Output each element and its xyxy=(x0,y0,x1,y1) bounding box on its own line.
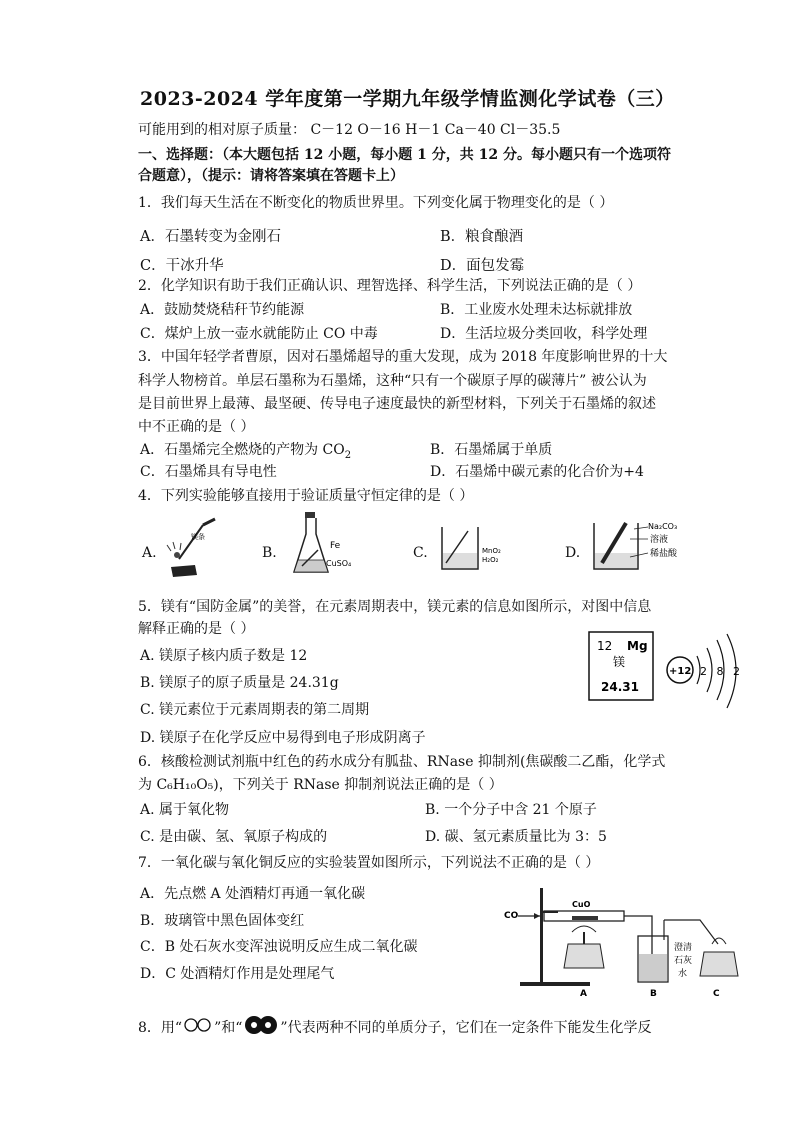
q3-stem-line3: 是目前世界上最薄、最坚硬、传导电子速度最快的新型材料，下列关于石墨烯的叙述 xyxy=(138,396,656,412)
q3-option-a-subscript: 2 xyxy=(344,449,352,461)
label-limewater-2: 石灰 xyxy=(674,956,693,966)
q3-stem-line2: 科学人物榜首。单层石墨称为石墨烯，这种“只有一个碳原子厚的碳薄片” 被公认为 xyxy=(138,373,647,389)
label-a: A xyxy=(580,989,587,999)
section-heading: 一、选择题：（本大题包括 12 小题，每小题 1 分，共 12 分。每小题只有一个选项符 xyxy=(138,147,671,163)
label-c: C xyxy=(713,989,720,999)
q4-figure-a-label: 镁条 xyxy=(191,533,205,541)
label-b: B xyxy=(650,989,657,999)
q7-option-d[interactable]: D．C 处酒精灯作用是处理尾气 xyxy=(140,966,335,982)
q7-option-c[interactable]: C．B 处石灰水变浑浊说明反应生成二氧化碳 xyxy=(140,939,418,955)
q5-option-c[interactable]: C. 镁元素位于元素周期表的第二周期 xyxy=(140,702,370,718)
q8-stem xyxy=(138,1015,652,1041)
q4-figure-d-label-acid: 稀盐酸 xyxy=(650,549,678,559)
q4-figure-c-label-mno2: MnO₂ xyxy=(482,547,501,555)
q6-stem-line2: 为 C₆H₁₀O₅)，下列关于 RNase 抑制剂说法正确的是（ ） xyxy=(138,777,503,793)
q1-option-a[interactable]: A．石墨转变为金刚石 xyxy=(140,229,281,245)
label-cuo: CuO xyxy=(572,900,591,909)
q5-stem-line2: 解释正确的是（ ） xyxy=(138,621,255,637)
q6-option-c[interactable]: C. 是由碳、氢、氧原子构成的 xyxy=(140,829,328,845)
q6-stem-line1: 6．核酸检测试剂瓶中红色的药水成分有胍盐、RNase 抑制剂(焦碳酸二乙酯，化学式 xyxy=(138,754,666,770)
q4-figure-b xyxy=(290,510,360,580)
q3-option-d[interactable]: D．石墨烯中碳元素的化合价为+4 xyxy=(430,464,644,480)
q5-option-a[interactable]: A. 镁原子核内质子数是 12 xyxy=(140,648,308,664)
q4-figure-c-label-h2o2: H₂O₂ xyxy=(482,556,499,564)
q1-option-b[interactable]: B．粮食酿酒 xyxy=(440,229,524,245)
q4-option-d-label[interactable]: D. xyxy=(565,545,581,561)
q4-option-b-label[interactable]: B. xyxy=(262,545,277,561)
q2-option-a[interactable]: A．鼓励焚烧秸秆节约能源 xyxy=(140,302,305,318)
q4-figure-b-label-fe: Fe xyxy=(330,541,341,551)
atomic-masses: 可能用到的相对原子质量： C－12 O－16 H－1 Ca－40 Cl－35.5 xyxy=(138,122,561,138)
card-element-name: 镁 xyxy=(613,655,626,669)
q2-option-c[interactable]: C．煤炉上放一壶水就能防止 CO 中毒 xyxy=(140,326,378,342)
q1-option-d[interactable]: D．面包发霉 xyxy=(440,258,525,274)
q6-option-b[interactable]: B. 一个分子中含 21 个原子 xyxy=(425,802,597,818)
card-atomic-number: 12 xyxy=(597,639,613,653)
q4-figure-c xyxy=(438,525,508,575)
q5-option-d[interactable]: D. 镁原子在化学反应中易得到电子形成阴离子 xyxy=(140,730,426,746)
q5-magnesium-figure xyxy=(585,628,760,718)
hollow-molecule-icon xyxy=(184,1018,212,1038)
q7-option-a[interactable]: A．先点燃 A 处酒精灯再通一氧化碳 xyxy=(140,886,366,902)
q1-option-c[interactable]: C．干冰升华 xyxy=(140,258,224,274)
q5-option-b[interactable]: B. 镁原子的原子质量是 24.31g xyxy=(140,675,339,691)
q3-option-a-text: A．石墨烯完全燃烧的产物为 CO xyxy=(140,442,345,458)
q3-stem-line4: 中不正确的是（ ） xyxy=(138,419,255,435)
q4-figure-d xyxy=(590,517,700,575)
q3-option-c[interactable]: C．石墨烯具有导电性 xyxy=(140,464,277,480)
q4-option-a-label[interactable]: A. xyxy=(142,545,157,561)
electron-shells: 2 8 2 xyxy=(700,665,743,678)
q7-option-b[interactable]: B．玻璃管中黑色固体变红 xyxy=(140,913,305,929)
label-limewater-3: 水 xyxy=(678,969,688,979)
label-limewater-1: 澄清 xyxy=(674,943,693,953)
card-atomic-mass: 24.31 xyxy=(601,680,639,694)
solid-molecule-icon xyxy=(244,1015,278,1041)
q4-figure-b-label-cuso4: CuSO₄ xyxy=(326,559,352,568)
q8-text-3: ”代表两种不同的单质分子，它们在一定条件下能发生化学反 xyxy=(280,1020,652,1036)
q6-option-a[interactable]: A. 属于氧化物 xyxy=(140,802,230,818)
exam-title: 2023-2024 学年度第一学期九年级学情监测化学试卷（三） xyxy=(140,88,675,110)
q2-option-b[interactable]: B．工业废水处理未达标就排放 xyxy=(440,302,633,318)
q7-stem: 7．一氧化碳与氧化铜反应的实验装置如图所示，下列说法不正确的是（ ） xyxy=(138,855,600,871)
q1-stem: 1．我们每天生活在不断变化的物质世界里。下列变化属于物理变化的是（ ） xyxy=(138,195,614,211)
section-heading-cont: 合题意），（提示：请将答案填在答题卡上） xyxy=(138,168,404,184)
q7-apparatus-figure xyxy=(500,880,770,1000)
q8-text-1: 8．用“ xyxy=(138,1020,183,1036)
q2-option-d[interactable]: D．生活垃圾分类回收，科学处理 xyxy=(440,326,648,342)
q4-figure-d-label-solution: 溶液 xyxy=(650,535,669,545)
label-co: CO xyxy=(504,911,519,921)
q5-stem-line1: 5．镁有“国防金属”的美誉，在元素周期表中，镁元素的信息如图所示，对图中信息 xyxy=(138,599,652,615)
q2-stem: 2．化学知识有助于我们正确认识、理智选择、科学生活，下列说法正确的是（ ） xyxy=(138,278,642,294)
q8-text-2: ”和“ xyxy=(214,1020,243,1036)
q3-option-b[interactable]: B．石墨烯属于单质 xyxy=(430,442,553,458)
q4-stem: 4．下列实验能够直接用于验证质量守恒定律的是（ ） xyxy=(138,488,474,504)
q4-option-c-label[interactable]: C. xyxy=(413,545,428,561)
q4-figure-a xyxy=(165,515,225,580)
q4-figure-d-label-na2co3: Na₂CO₃ xyxy=(648,522,678,531)
q6-option-d[interactable]: D. 碳、氢元素质量比为 3：5 xyxy=(425,829,607,845)
nucleus-charge: +12 xyxy=(669,666,692,677)
card-symbol: Mg xyxy=(627,639,648,653)
q3-stem-line1: 3．中国年轻学者曹原，因对石墨烯超导的重大发现，成为 2018 年度影响世界的十大 xyxy=(138,349,668,365)
